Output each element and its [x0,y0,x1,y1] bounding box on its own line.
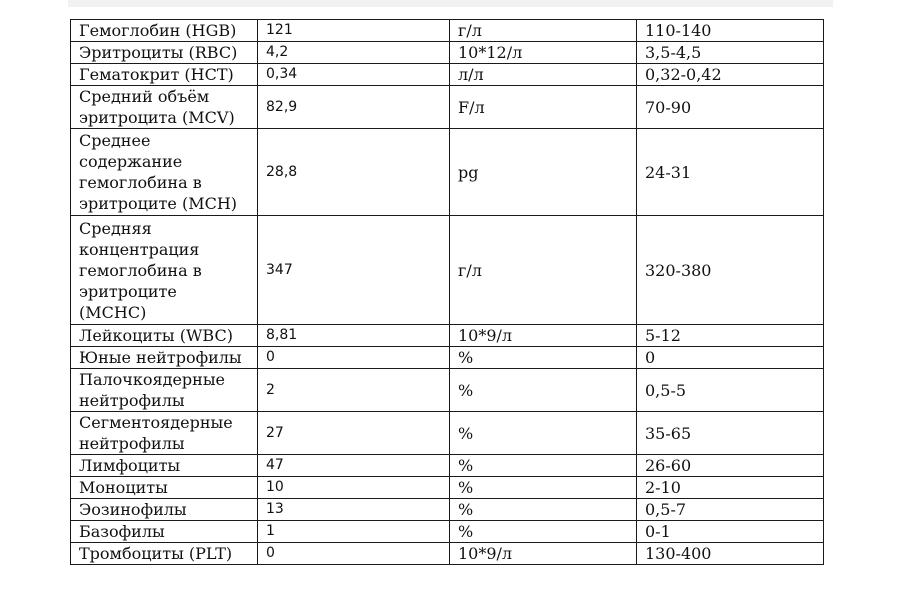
parameter-name: Юные нейтрофилы [71,347,258,369]
parameter-value: 13 [258,499,450,521]
parameter-unit: % [450,521,637,543]
reference-range: 70-90 [637,86,824,129]
reference-range: 0-1 [637,521,824,543]
parameter-name: Гемоглобин (HGB) [71,20,258,42]
parameter-name: Эозинофилы [71,499,258,521]
parameter-unit: pg [450,129,637,216]
table-row [71,499,824,521]
blood-test-table [70,19,824,565]
parameter-value: 47 [258,455,450,477]
parameter-value: 2 [258,369,450,412]
parameter-name: Палочкоядерные нейтрофилы [71,369,258,412]
parameter-name: Средний объём эритроцита (MCV) [71,86,258,129]
parameter-value: 8,81 [258,325,450,347]
parameter-name: Лимфоциты [71,455,258,477]
reference-range: 130-400 [637,543,824,565]
parameter-value: 28,8 [258,129,450,216]
parameter-unit: 10*9/л [450,543,637,565]
parameter-name: Сегментоядерные нейтрофилы [71,412,258,455]
parameter-unit: F/л [450,86,637,129]
table-row [71,521,824,543]
table-row [71,412,824,455]
parameter-name: Тромбоциты (PLT) [71,543,258,565]
parameter-value: 0,34 [258,64,450,86]
parameter-unit: 10*9/л [450,325,637,347]
parameter-value: 82,9 [258,86,450,129]
table-row [71,129,824,216]
table-row [71,216,824,325]
parameter-unit: % [450,455,637,477]
parameter-name: Моноциты [71,477,258,499]
table-row [71,325,824,347]
parameter-name: Эритроциты (RBC) [71,42,258,64]
table-row [71,64,824,86]
parameter-value: 1 [258,521,450,543]
parameter-unit: % [450,369,637,412]
table-row [71,455,824,477]
table-row [71,477,824,499]
reference-range: 0 [637,347,824,369]
parameter-unit: % [450,499,637,521]
reference-range: 0,5-5 [637,369,824,412]
parameter-value: 27 [258,412,450,455]
table-row [71,20,824,42]
reference-range: 3,5-4,5 [637,42,824,64]
reference-range: 0,5-7 [637,499,824,521]
reference-range: 5-12 [637,325,824,347]
reference-range: 320-380 [637,216,824,325]
parameter-unit: г/л [450,216,637,325]
reference-range: 2-10 [637,477,824,499]
reference-range: 35-65 [637,412,824,455]
parameter-unit: % [450,477,637,499]
parameter-value: 347 [258,216,450,325]
table-row [71,347,824,369]
parameter-unit: 10*12/л [450,42,637,64]
reference-range: 0,32-0,42 [637,64,824,86]
reference-range: 24-31 [637,129,824,216]
parameter-name: Лейкоциты (WBC) [71,325,258,347]
table-row [71,86,824,129]
parameter-value: 0 [258,543,450,565]
parameter-value: 4,2 [258,42,450,64]
top-edge-strip [68,0,833,7]
parameter-unit: г/л [450,20,637,42]
parameter-name: Базофилы [71,521,258,543]
parameter-value: 0 [258,347,450,369]
reference-range: 26-60 [637,455,824,477]
parameter-unit: % [450,412,637,455]
parameter-value: 10 [258,477,450,499]
parameter-value: 121 [258,20,450,42]
parameter-name: Гематокрит (HCT) [71,64,258,86]
table-row [71,42,824,64]
reference-range: 110-140 [637,20,824,42]
table-row [71,543,824,565]
parameter-unit: л/л [450,64,637,86]
parameter-unit: % [450,347,637,369]
table-row [71,369,824,412]
parameter-name: Среднее содержание гемоглобина в эритроците (MCH) [71,129,258,216]
parameter-name: Средняя концентрация гемоглобина в эритроците (MCHC) [71,216,258,325]
